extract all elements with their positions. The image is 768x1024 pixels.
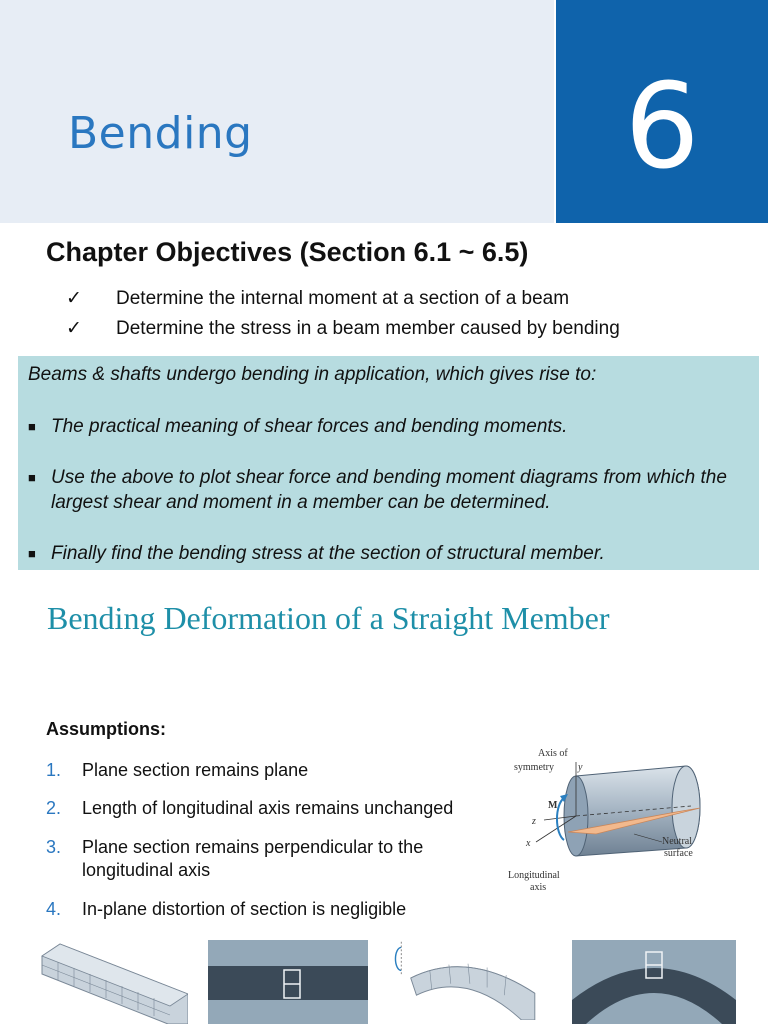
- label-z: z: [532, 816, 536, 827]
- assumption-item: [46, 759, 308, 782]
- assumption-item: [46, 898, 406, 921]
- intro-lead: Beams & shafts undergo bending in application, which gives rise to:: [28, 364, 597, 385]
- undeformed-beam-photo: [208, 940, 368, 1024]
- undeformed-beam-mesh-image: [38, 940, 188, 1024]
- deformed-beam-mesh-image: [378, 936, 558, 1020]
- intro-bullet-text: The practical meaning of shear forces and bending moments.: [51, 416, 568, 437]
- chapter-title: Bending: [68, 108, 253, 159]
- intro-bullet: [28, 465, 748, 515]
- assumption-text: Plane section remains plane: [82, 760, 309, 780]
- assumption-number: 2.: [46, 798, 62, 818]
- assumption-text-continued: longitudinal axis: [82, 860, 211, 880]
- square-bullet-icon: ■: [28, 470, 36, 485]
- label-neutral: Neutral: [662, 836, 692, 847]
- assumption-number: 3.: [46, 837, 62, 857]
- section-title: Bending Deformation of a Straight Member: [47, 600, 610, 636]
- label-symmetry: symmetry: [514, 762, 554, 773]
- assumption-item: [46, 797, 453, 820]
- assumptions-heading: Assumptions:: [46, 719, 167, 739]
- assumption-text: In-plane distortion of section is negligible: [82, 899, 407, 919]
- deformed-beam-photo: [572, 940, 736, 1024]
- assumption-text: Plane section remains perpendicular to the: [82, 837, 424, 857]
- intro-bullet-text: Use the above to plot shear force and bending moment diagrams from which the largest shear and moment in a member can be determined.: [51, 467, 727, 513]
- label-surface: surface: [664, 848, 693, 859]
- objective-item: [66, 287, 569, 310]
- objective-text: Determine the internal moment at a section of a beam: [116, 288, 570, 309]
- chapter-number: 6: [624, 57, 700, 195]
- label-x: x: [526, 838, 531, 849]
- assumption-text: Length of longitudinal axis remains unchanged: [82, 798, 454, 818]
- objectives-heading: Chapter Objectives (Section 6.1 ~ 6.5): [46, 237, 529, 267]
- intro-bullet: [28, 541, 748, 566]
- label-longitudinal: Longitudinal: [508, 870, 560, 881]
- intro-bullet: [28, 414, 748, 439]
- assumption-item: [46, 836, 423, 882]
- label-M: M: [548, 800, 558, 811]
- label-axis: axis: [530, 882, 547, 893]
- label-y: y: [578, 762, 583, 773]
- square-bullet-icon: ■: [28, 546, 36, 561]
- checkmark-icon: ✓: [66, 318, 82, 339]
- beam-bending-figure: [506, 742, 706, 896]
- assumption-number: 4.: [46, 899, 62, 919]
- objective-item: [66, 317, 620, 340]
- assumption-number: 1.: [46, 760, 62, 780]
- intro-box: [18, 356, 759, 570]
- label-axis-of: Axis of: [538, 748, 568, 759]
- intro-bullet-text: Finally find the bending stress at the section of structural member.: [51, 543, 605, 564]
- square-bullet-icon: ■: [28, 419, 36, 434]
- objective-text: Determine the stress in a beam member caused by bending: [116, 318, 620, 339]
- checkmark-icon: ✓: [66, 288, 82, 309]
